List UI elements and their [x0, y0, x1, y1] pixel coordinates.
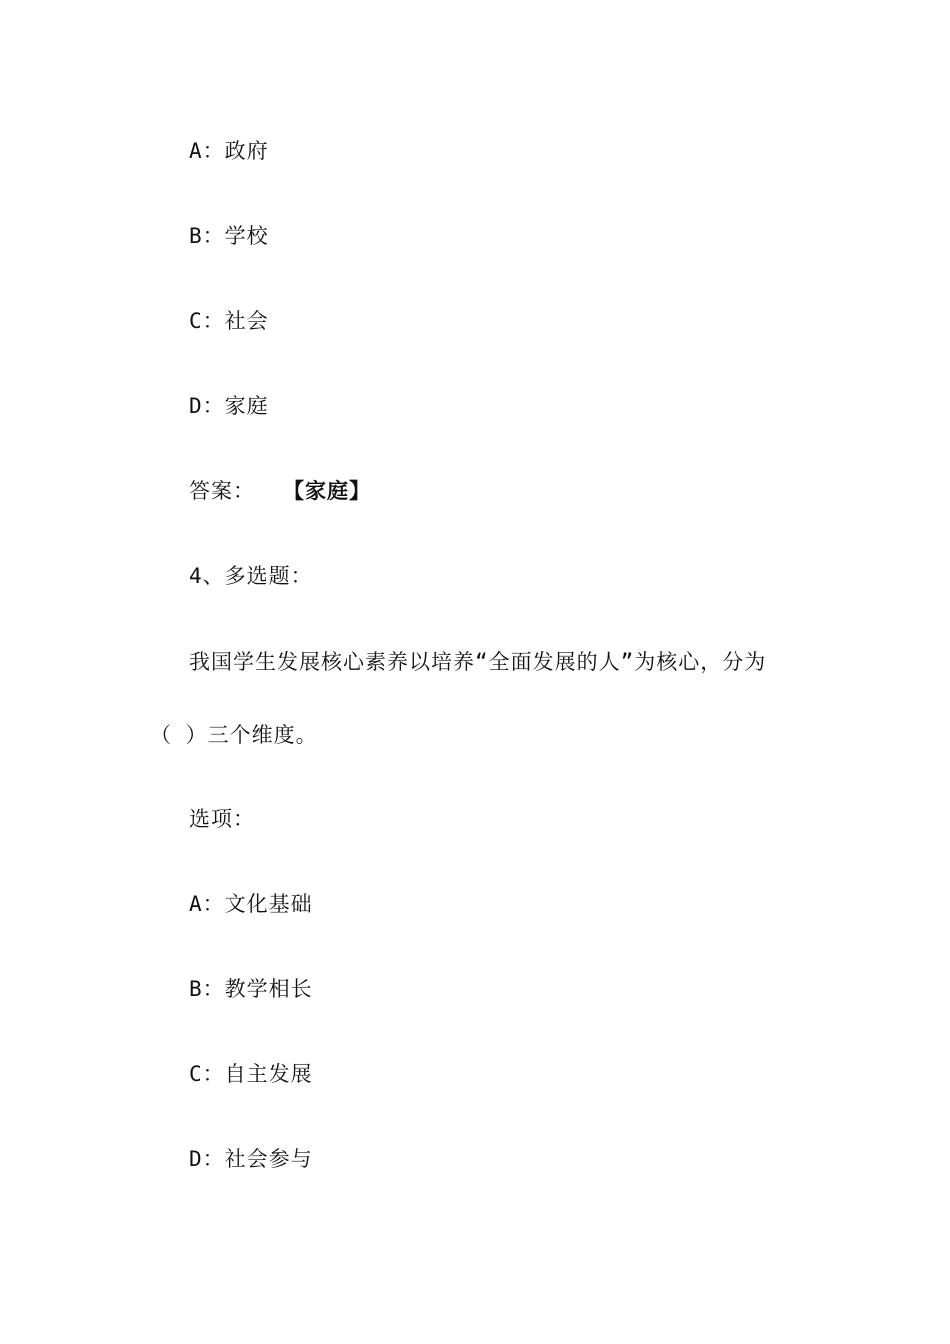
- option-separator: ：: [202, 309, 225, 333]
- option-separator: ：: [202, 394, 225, 418]
- option-label: 文化基础: [224, 892, 313, 916]
- option-key: D: [189, 394, 203, 418]
- option-key: A: [189, 139, 203, 163]
- answer-label: 答案：: [189, 479, 255, 503]
- q4-option-a: [189, 890, 313, 918]
- option-separator: ：: [202, 1062, 225, 1086]
- q3-option-b: [189, 222, 269, 250]
- option-label: 自主发展: [224, 1062, 313, 1086]
- option-label: 教学相长: [224, 977, 313, 1001]
- q4-option-d: [189, 1145, 313, 1173]
- q4-option-c: [189, 1060, 313, 1088]
- q4-option-b: [189, 975, 313, 1003]
- option-separator: ：: [202, 977, 225, 1001]
- option-key: B: [189, 977, 203, 1001]
- option-key: C: [189, 309, 203, 333]
- q3-option-d: [189, 392, 269, 420]
- q4-options-label: 选项：: [189, 807, 255, 831]
- option-key: C: [189, 1062, 203, 1086]
- answer-value: 【家庭】: [283, 479, 371, 503]
- option-separator: ：: [202, 224, 225, 248]
- option-label: 政府: [224, 139, 269, 163]
- option-label: 社会: [224, 309, 269, 333]
- q4-stem-line1: 我国学生发展核心素养以培养“全面发展的人”为核心，分为: [189, 650, 767, 674]
- option-key: B: [189, 224, 203, 248]
- option-label: 家庭: [224, 394, 269, 418]
- option-label: 学校: [224, 224, 269, 248]
- q4-stem-line2: （ ）三个维度。: [150, 723, 318, 747]
- option-key: A: [189, 892, 203, 916]
- option-key: D: [189, 1147, 203, 1171]
- option-separator: ：: [202, 892, 225, 916]
- q3-option-c: [189, 307, 269, 335]
- option-label: 社会参与: [224, 1147, 313, 1171]
- option-separator: ：: [202, 1147, 225, 1171]
- q3-option-a: [189, 137, 269, 165]
- q3-answer: [189, 477, 371, 505]
- option-separator: ：: [202, 139, 225, 163]
- q4-heading: 4、多选题：: [189, 564, 313, 588]
